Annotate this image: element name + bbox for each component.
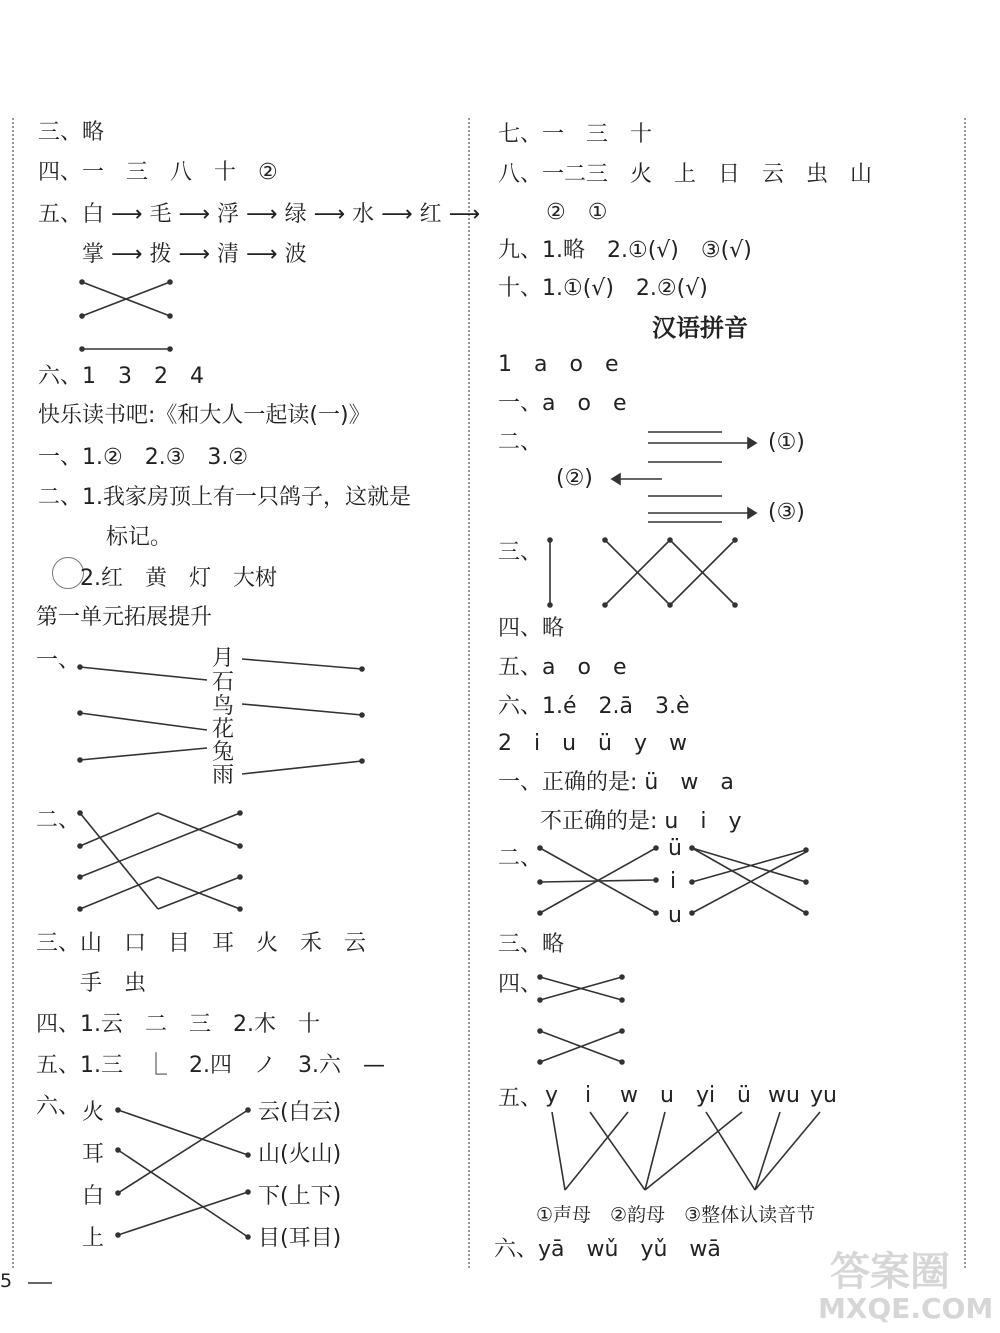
right-line-12: 六、1.é 2.ā 3.è <box>498 694 690 719</box>
left-line-12: 一、 <box>36 648 81 673</box>
pinyin-u: u <box>668 903 682 928</box>
six-left-1: 火 <box>82 1100 105 1125</box>
watermark-url: MXQE.COM <box>818 1292 994 1325</box>
left-line-1: 三、略 <box>38 120 105 145</box>
page-number: 5 <box>0 1270 13 1292</box>
left-line-14: 三、山 口 目 耳 火 禾 云 <box>36 931 367 956</box>
char-bird: 鸟 <box>212 694 235 719</box>
char-rabbit: 兔 <box>212 740 235 765</box>
right-line-10: 四、略 <box>498 616 565 641</box>
category-labels: ①声母 ②韵母 ③整体认读音节 <box>536 1204 816 1226</box>
six-left-4: 上 <box>82 1226 105 1251</box>
right-line-11: 五、a o e <box>498 655 627 680</box>
syllable-wu: wu <box>768 1083 800 1108</box>
left-line-13: 二、 <box>36 808 81 833</box>
left-line-9: 标记。 <box>106 525 173 550</box>
right-line-3: ② ① <box>546 200 608 225</box>
right-line-6: 1 a o e <box>498 352 619 377</box>
six-right-1: 云(白云) <box>258 1100 342 1125</box>
right-line-13: 2 i u ü y w <box>498 731 688 756</box>
section-title: 汉语拼音 <box>652 314 748 342</box>
syllable-y: y <box>545 1083 559 1108</box>
left-line-4: 掌 ⟶ 拨 ⟶ 清 ⟶ 波 <box>82 242 307 267</box>
right-line-5: 十、1.①(√) 2.②(√) <box>498 276 708 301</box>
right-line-2: 八、一二三 火 上 日 云 虫 山 <box>498 162 873 187</box>
left-line-3: 五、白 ⟶ 毛 ⟶ 浮 ⟶ 绿 ⟶ 水 ⟶ 红 ⟶ <box>38 202 481 227</box>
syllable-i: i <box>585 1083 592 1108</box>
left-line-8: 二、1.我家房顶上有一只鸽子，这就是 <box>38 485 411 510</box>
right-line-17: 三、略 <box>498 932 565 957</box>
syllable-yi: yi <box>696 1083 716 1108</box>
left-line-10: 2.红 黄 灯 大树 <box>80 566 277 591</box>
six-left-2: 耳 <box>82 1142 105 1167</box>
right-line-9: 三、 <box>498 540 543 565</box>
right-line-15: 不正确的是: u i y <box>540 809 742 834</box>
right-line-20: 六、yā wǔ yǔ wā <box>494 1237 721 1262</box>
six-right-2: 山(火山) <box>258 1142 342 1167</box>
right-line-1: 七、一 三 十 <box>498 122 653 147</box>
syllable-u: u <box>660 1083 674 1108</box>
syllable-w: w <box>620 1083 638 1108</box>
left-line-2: 四、一 三 八 十 ② <box>38 160 278 185</box>
six-right-3: 下(上下) <box>258 1184 342 1209</box>
watermark-logo: 答案圈 <box>830 1249 950 1295</box>
left-line-17: 五、1.三 ⎿ 2.四 ノ 3.六 — <box>36 1053 385 1078</box>
arrow-label-1: (①) <box>768 430 805 455</box>
right-line-4: 九、1.略 2.①(√) ③(√) <box>498 238 752 263</box>
right-line-18: 四、 <box>498 972 543 997</box>
right-line-14: 一、正确的是: ü w a <box>498 770 734 795</box>
syllable-u-umlaut: ü <box>737 1083 751 1108</box>
left-line-11: 第一单元拓展提升 <box>36 605 213 630</box>
left-line-6: 快乐读书吧:《和大人一起读(一)》 <box>38 403 371 428</box>
char-flower: 花 <box>212 717 235 742</box>
arrow-label-3: (③) <box>768 500 805 525</box>
six-left-3: 白 <box>82 1184 105 1209</box>
left-line-18: 六、 <box>36 1094 81 1119</box>
syllable-yu: yu <box>810 1083 837 1108</box>
char-moon: 月 <box>212 646 235 671</box>
char-rain: 雨 <box>212 763 235 788</box>
pinyin-i: i <box>670 869 677 894</box>
left-line-5: 六、1 3 2 4 <box>38 364 204 389</box>
right-line-8: 二、 <box>498 430 543 455</box>
right-line-16: 二、 <box>498 846 543 871</box>
right-line-19: 五、 <box>498 1086 543 1111</box>
six-right-4: 目(耳目) <box>258 1226 342 1251</box>
left-line-15: 手 虫 <box>80 971 147 996</box>
left-line-7: 一、1.② 2.③ 3.② <box>38 445 249 470</box>
pinyin-u-umlaut: ü <box>668 836 682 861</box>
right-line-7: 一、a o e <box>498 391 627 416</box>
char-stone: 石 <box>212 670 235 695</box>
left-line-16: 四、1.云 二 三 2.木 十 <box>36 1012 320 1037</box>
arrow-label-2: (②) <box>556 466 593 491</box>
